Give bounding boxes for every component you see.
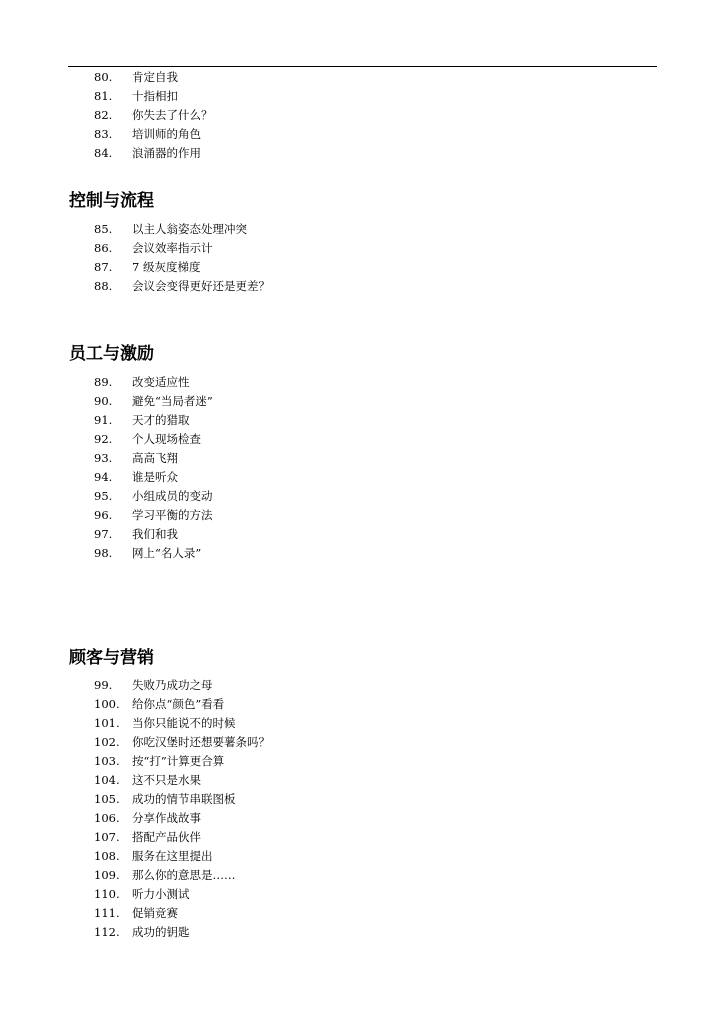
list-item (0, 525, 724, 544)
list-item (0, 392, 724, 411)
item-number: 88. (94, 279, 113, 293)
list-item (0, 923, 724, 942)
list-item (0, 828, 724, 847)
item-number: 99. (94, 678, 113, 692)
item-title: 以主人翁姿态处理冲突 (132, 222, 247, 236)
item-number: 80. (94, 70, 113, 84)
list-item (0, 714, 724, 733)
list-item (0, 676, 724, 695)
item-title: 7 级灰度梯度 (132, 260, 201, 274)
list-item (0, 373, 724, 392)
list-item (0, 239, 724, 258)
item-number: 108. (94, 849, 120, 863)
list-item (0, 144, 724, 163)
list-item (0, 847, 724, 866)
item-title: 分享作战故事 (132, 811, 201, 825)
item-title: 谁是听众 (132, 470, 178, 484)
list-item (0, 885, 724, 904)
list-item (0, 430, 724, 449)
list-item (0, 790, 724, 809)
item-number: 107. (94, 830, 120, 844)
item-number: 106. (94, 811, 120, 825)
list-item (0, 866, 724, 885)
item-number: 94. (94, 470, 113, 484)
section-heading: 控制与流程 (69, 191, 154, 211)
list-item (0, 506, 724, 525)
item-title: 改变适应性 (132, 375, 190, 389)
item-number: 91. (94, 413, 113, 427)
item-title: 促销竞赛 (132, 906, 178, 920)
item-number: 81. (94, 89, 113, 103)
item-number: 112. (94, 925, 120, 939)
list-item (0, 106, 724, 125)
item-number: 85. (94, 222, 113, 236)
list-item (0, 544, 724, 563)
item-title: 会议效率指示计 (132, 241, 213, 255)
item-number: 105. (94, 792, 120, 806)
item-title: 这不只是水果 (132, 773, 201, 787)
item-title: 你失去了什么？ (132, 108, 213, 122)
list-item (0, 771, 724, 790)
list-item (0, 258, 724, 277)
item-number: 89. (94, 375, 113, 389)
item-number: 93. (94, 451, 113, 465)
item-number: 96. (94, 508, 113, 522)
item-title: 按“打”计算更合算 (132, 754, 225, 768)
item-title: 成功的情节串联图板 (132, 792, 236, 806)
list-item (0, 125, 724, 144)
item-title: 那么你的意思是…… (132, 868, 236, 882)
item-number: 84. (94, 146, 113, 160)
list-item (0, 487, 724, 506)
item-title: 我们和我 (132, 527, 178, 541)
list-item (0, 449, 724, 468)
list-item (0, 220, 724, 239)
item-title: 小组成员的变动 (132, 489, 213, 503)
list-item (0, 809, 724, 828)
list-item (0, 468, 724, 487)
item-title: 你吃汉堡时还想要薯条吗？ (132, 735, 270, 749)
item-number: 82. (94, 108, 113, 122)
item-title: 浪涌器的作用 (132, 146, 201, 160)
list-item (0, 904, 724, 923)
item-title: 学习平衡的方法 (132, 508, 213, 522)
item-number: 100. (94, 697, 120, 711)
section-heading: 顾客与营销 (69, 648, 154, 668)
item-title: 高高飞翔 (132, 451, 178, 465)
item-title: 会议会变得更好还是更差？ (132, 279, 270, 293)
item-title: 搭配产品伙伴 (132, 830, 201, 844)
item-title: 十指相扣 (132, 89, 178, 103)
item-number: 86. (94, 241, 113, 255)
item-title: 听力小测试 (132, 887, 190, 901)
item-number: 95. (94, 489, 113, 503)
item-title: 给你点“颜色”看看 (132, 697, 225, 711)
list-item (0, 87, 724, 106)
list-item (0, 68, 724, 87)
item-number: 104. (94, 773, 120, 787)
item-title: 个人现场检查 (132, 432, 201, 446)
item-title: 天才的猎取 (132, 413, 190, 427)
item-number: 87. (94, 260, 113, 274)
list-item (0, 277, 724, 296)
item-number: 92. (94, 432, 113, 446)
item-number: 83. (94, 127, 113, 141)
item-title: 避免“当局者迷” (132, 394, 213, 408)
list-item (0, 752, 724, 771)
item-title: 网上“名人录” (132, 546, 202, 560)
item-number: 102. (94, 735, 120, 749)
item-number: 98. (94, 546, 113, 560)
item-number: 90. (94, 394, 113, 408)
item-title: 失败乃成功之母 (132, 678, 213, 692)
list-item (0, 411, 724, 430)
item-number: 101. (94, 716, 120, 730)
item-number: 111. (94, 906, 120, 920)
header-rule (68, 66, 657, 67)
item-title: 肯定自我 (132, 70, 178, 84)
item-number: 110. (94, 887, 120, 901)
item-number: 109. (94, 868, 120, 882)
item-title: 当你只能说不的时候 (132, 716, 236, 730)
item-number: 103. (94, 754, 120, 768)
item-number: 97. (94, 527, 113, 541)
list-item (0, 695, 724, 714)
list-item (0, 733, 724, 752)
item-title: 服务在这里提出 (132, 849, 213, 863)
item-title: 培训师的角色 (132, 127, 201, 141)
item-title: 成功的钥匙 (132, 925, 190, 939)
section-heading: 员工与激励 (69, 344, 154, 364)
